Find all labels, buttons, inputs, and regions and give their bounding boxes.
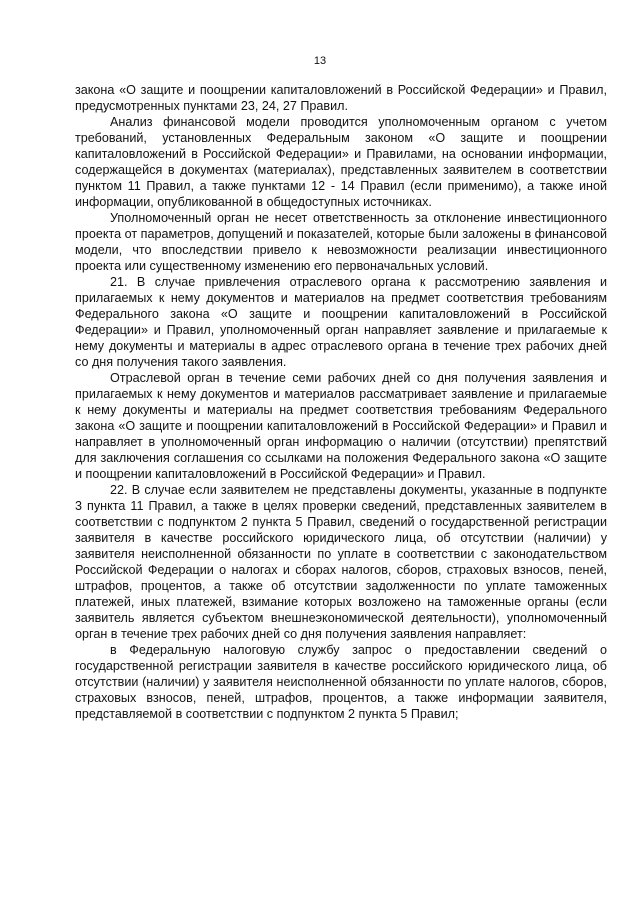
paragraph-clause-21: 21. В случае привлечения отраслевого органа к рассмотрению заявления и прилагаемых к нему документов и материалов на предмет соответствия требованиям Федерального закона «О защите и поощрении капиталовложений в Российской Федерации» и Правил, уполномоченный орган направляет заявление и прилагаемые к нему документы и материалы в адрес отраслевого органа в течение трех рабочих дней со дня получения такого заявления.: [75, 275, 607, 369]
document-body: [75, 82, 607, 722]
paragraph-tax-service-request: в Федеральную налоговую службу запрос о предоставлении сведений о государственной регистрации заявителя в качестве российского юридического лица, об отсутствии (наличии) у заявителя неисполненной обязанности по уплате налогов, сборов, страховых взносов, пеней, штрафов, процентов, а также информации заявителя, представляемой в соответствии с подпунктом 2 пункта 5 Правил;: [75, 643, 607, 721]
paragraph-financial-model-analysis: Анализ финансовой модели проводится уполномоченным органом с учетом требований, установленных Федеральным законом «О защите и поощрении капиталовложений в Российской Федерации» и Правилами, на основании информации, содержащейся в документах (материалах), представленных заявителем в соответствии пунктом 11 Правил, а также пунктами 12 - 14 Правил (если применимо), а также иной информации, опубликованной в общедоступных источниках.: [75, 115, 607, 209]
paragraph-no-responsibility: Уполномоченный орган не несет ответственность за отклонение инвестиционного проекта от параметров, допущений и показателей, которые были заложены в финансовой модели, что впоследствии привело к невозможности реализации инвестиционного проекта или существенному изменению его первоначальных условий.: [75, 211, 607, 273]
paragraph-clause-22: 22. В случае если заявителем не представлены документы, указанные в подпункте 3 пункта 11 Правил, а также в целях проверки сведений, представленных заявителем в соответствии с подпунктом 2 пункта 5 Правил, сведений о государственной регистрации заявителя в качестве российского юридического лица, об отсутствии (наличии) у заявителя неисполненной обязанности по уплате в соответствии с законодательством Российской Федерации о налогах и сборах налогов, сборов, страховых взносов, пеней, штрафов, процентов, а также об отсутствии задолженности по уплате таможенных платежей, иных платежей, взимание которых возложено на таможенные органы (если заявитель является субъектом внешнеэкономической деятельности), уполномоченный орган в течение трех рабочих дней со дня получения заявления направляет:: [75, 483, 607, 641]
paragraph-sector-body-review: Отраслевой орган в течение семи рабочих дней со дня получения заявления и прилагаемых к нему документов и материалов рассматривает заявление и прилагаемые к нему документы и материалы на предмет соответствия требованиям Федерального закона «О защите и поощрении капиталовложений в Российской Федерации» и Правил и направляет в уполномоченный орган информацию о наличии (отсутствии) препятствий для заключения соглашения со ссылками на положения Федерального закона «О защите и поощрении капиталовложений в Российской Федерации» и Правил.: [75, 371, 607, 481]
page-number: 13: [313, 55, 327, 67]
paragraph-law-reference: закона «О защите и поощрении капиталовложений в Российской Федерации» и Правил, предусмотренных пунктами 23, 24, 27 Правил.: [75, 83, 607, 113]
